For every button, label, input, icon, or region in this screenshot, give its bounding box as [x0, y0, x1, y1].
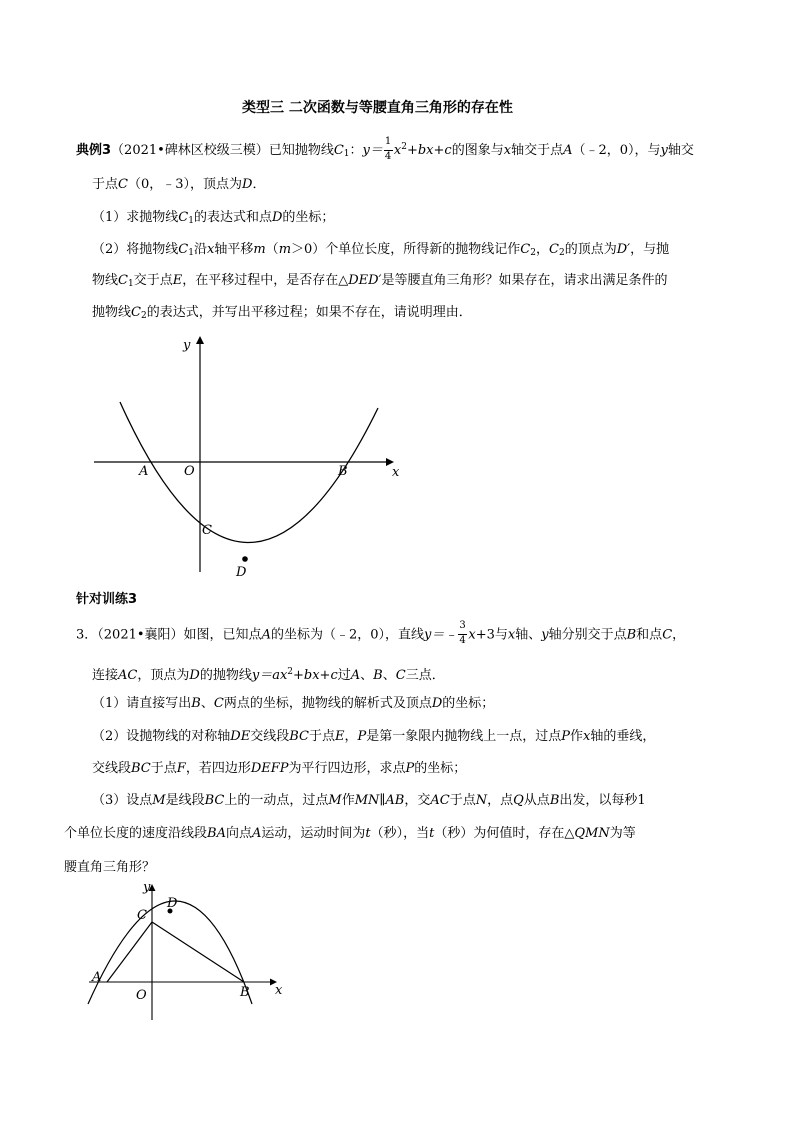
math-var: F — [176, 761, 186, 776]
math-var: QMN — [574, 826, 610, 841]
problem3-question-2-line-1 — [92, 728, 655, 746]
math-var: BC — [204, 793, 225, 808]
label-d: D — [167, 896, 178, 911]
text: 轴交 — [667, 143, 694, 158]
text: +3与 — [475, 627, 508, 643]
text: 的顶点为 — [564, 242, 617, 257]
math-var: C — [178, 210, 189, 225]
problem3-line-2 — [92, 663, 445, 685]
math-var: +bx+c — [293, 668, 338, 683]
math-var: D — [189, 668, 200, 683]
label-y: y — [143, 880, 151, 895]
math-sub: 1 — [127, 279, 134, 289]
math-var: y — [660, 143, 668, 158]
text: ， — [672, 627, 686, 643]
math-var: M — [152, 793, 166, 808]
example-source: （2021•碑林区校级三模） — [111, 143, 269, 158]
math-var: y — [251, 668, 260, 683]
math-var: E — [334, 729, 345, 744]
math-var: x — [503, 143, 512, 158]
math-var: N — [475, 793, 488, 808]
problem3-question-3-line-3: 腰直角三角形？ — [64, 860, 156, 875]
math-var: A — [350, 668, 361, 683]
math-sup: 2 — [287, 667, 294, 677]
math-var: E — [172, 273, 183, 288]
math-var: BC — [131, 761, 151, 776]
math-var: P — [561, 729, 571, 744]
math-var: C — [213, 696, 224, 711]
problem3-line-1 — [76, 620, 686, 646]
text: 、 — [200, 696, 214, 711]
text: （1）请直接写出 — [92, 696, 192, 711]
math-var: MN — [354, 793, 380, 808]
math-var: t — [365, 826, 371, 841]
fraction — [458, 620, 467, 646]
text: 的坐标； — [414, 761, 467, 776]
text: 作 — [570, 729, 584, 744]
text: 三点． — [405, 668, 445, 683]
math-var: +bx+c — [406, 143, 452, 158]
math-sub: 2 — [140, 311, 147, 321]
example-question-1 — [92, 209, 334, 230]
math-var: t — [429, 826, 435, 841]
math-var: Q — [513, 793, 524, 808]
math-var: B — [373, 668, 383, 683]
problem3-question-2-line-2 — [92, 760, 466, 778]
text: 已知抛物线 — [268, 143, 334, 158]
text: 的图象与 — [451, 143, 504, 158]
math-var: B — [549, 793, 560, 808]
fraction — [384, 135, 393, 162]
fraction-denominator: 4 — [384, 150, 392, 162]
text: 交线段 — [92, 761, 132, 776]
text: （2）设抛物线的对称轴 — [92, 729, 231, 744]
math-sub: 1 — [188, 216, 194, 226]
math-var: B — [626, 627, 637, 643]
math-var: DED′ — [348, 273, 382, 288]
text: （3）设点 — [92, 793, 153, 808]
label-x: x — [275, 983, 283, 998]
example-question-2-line-3 — [92, 304, 472, 325]
math-var: M — [328, 793, 342, 808]
math-var: DE — [230, 729, 251, 744]
text: 的坐标为（﹣2，0），直线 — [270, 627, 424, 643]
text: 和点 — [636, 627, 663, 643]
text: 的坐标； — [442, 696, 495, 711]
text: （2）将抛物线 — [92, 242, 179, 257]
text: 的坐标； — [282, 210, 335, 225]
math-var: AB — [385, 793, 405, 808]
math-var: C — [395, 668, 406, 683]
text: 轴、 — [515, 627, 542, 643]
math-var: C — [118, 273, 128, 288]
parabola-figure-2 — [85, 878, 295, 1028]
text: 两点的坐标，抛物线的解析式及顶点 — [223, 696, 432, 711]
label-o: O — [184, 464, 195, 479]
text: 沿 — [193, 242, 207, 257]
math-var: D — [242, 177, 253, 192]
math-var: x — [583, 729, 591, 744]
text: 连接 — [92, 668, 119, 683]
label-a: A — [92, 970, 102, 985]
math-var: C — [662, 627, 673, 643]
text: 是等腰直角三角形？如果存在，请求出满足条件的 — [381, 273, 668, 288]
text: （1）求抛物线 — [92, 210, 179, 225]
training-label: 针对训练3 — [76, 592, 138, 607]
example-label: 典例3 — [76, 143, 112, 158]
label-y: y — [183, 338, 191, 353]
text: 交于点 — [133, 273, 173, 288]
text: 为平行四边形，求点 — [288, 761, 406, 776]
label-b: B — [338, 464, 348, 479]
text: 于点 — [308, 729, 335, 744]
example-line-2 — [92, 176, 265, 194]
math-var: x — [206, 242, 215, 257]
text: 过 — [337, 668, 351, 683]
math-var: y＝﹣ — [424, 627, 458, 643]
text: 轴分别交于点 — [548, 627, 627, 643]
math-var: m — [253, 242, 266, 257]
text: （秒），当 — [370, 826, 430, 841]
math-var: AC — [118, 668, 138, 683]
text: 、 — [382, 668, 396, 683]
math-var: A — [251, 826, 262, 841]
text: 的表达式，并写出平移过程；如果不存在，请说明理由． — [146, 305, 472, 320]
text: 个单位长度的速度沿线段 — [64, 826, 208, 841]
page-title: 类型三 二次函数与等腰直角三角形的存在性 — [242, 100, 513, 116]
math-var: y — [541, 627, 549, 643]
text: ， — [535, 242, 549, 257]
math-var: C — [549, 242, 559, 257]
math-var: P — [357, 729, 367, 744]
text: （ — [265, 242, 279, 257]
math-var: AC — [430, 793, 450, 808]
math-sub: 1 — [188, 248, 194, 258]
text: 是线段 — [165, 793, 205, 808]
label-c: C — [202, 523, 212, 538]
text: ，在平移过程中，是否存在△ — [182, 273, 349, 288]
text: ，顶点为 — [137, 668, 190, 683]
math-var: BC — [289, 729, 309, 744]
text: ： — [349, 143, 363, 158]
math-var: C — [178, 242, 189, 257]
problem-number: 3． — [76, 627, 98, 643]
math-var: ＝ax — [259, 668, 288, 683]
math-var: B — [191, 696, 201, 711]
math-var: P — [405, 761, 415, 776]
math-var: y＝ — [362, 143, 383, 158]
math-var: D — [271, 210, 283, 225]
text: 轴的垂线， — [590, 729, 656, 744]
parabola-figure-1 — [90, 330, 410, 580]
problem3-question-3-line-2 — [64, 825, 636, 843]
problem3-question-1 — [92, 695, 494, 713]
label-d: D — [236, 565, 247, 580]
text: 于点 — [449, 793, 476, 808]
math-sub: 2 — [558, 248, 565, 258]
text: 的表达式和点 — [193, 210, 272, 225]
text: （0，﹣3），顶点为 — [127, 177, 243, 192]
label-c: C — [137, 908, 147, 923]
text: ， — [344, 729, 358, 744]
text: 运动，运动时间为 — [261, 826, 366, 841]
label-o: O — [136, 988, 147, 1003]
math-var: C — [118, 177, 128, 192]
math-var: D — [431, 696, 443, 711]
text: 出发，以每秒1 — [559, 793, 646, 808]
text: ． — [252, 177, 266, 192]
text: 作 — [341, 793, 355, 808]
text: 轴交于点 — [511, 143, 564, 158]
text: 抛物线 — [92, 305, 132, 320]
math-sub: 2 — [530, 248, 536, 258]
text: 从点 — [523, 793, 550, 808]
text: 交线段 — [250, 729, 290, 744]
text: 向点 — [225, 826, 252, 841]
text: 的抛物线 — [199, 668, 252, 683]
parabola — [88, 901, 252, 1004]
example-line-1 — [76, 135, 694, 163]
problem3-question-3-line-1 — [92, 792, 646, 810]
math-var: x — [393, 143, 402, 158]
math-var: x — [468, 627, 476, 643]
text: 为等 — [609, 826, 636, 841]
fraction-numerator: 3 — [459, 620, 466, 631]
text: （﹣2，0），与 — [572, 143, 661, 158]
math-sub: 1 — [343, 149, 350, 159]
text: 于点 — [150, 761, 177, 776]
math-var: D′ — [616, 242, 631, 257]
math-var: DEFP — [250, 761, 289, 776]
example-question-2-line-2 — [92, 272, 668, 293]
fraction-numerator: 1 — [384, 135, 392, 147]
problem-source: （2021•襄阳） — [97, 627, 184, 643]
math-var: C — [520, 242, 531, 257]
text: ，点 — [487, 793, 514, 808]
text: 如图，已知点 — [183, 627, 262, 643]
text: ，若四边形 — [185, 761, 251, 776]
text: 轴平移 — [214, 242, 254, 257]
text: （秒）为何值时，存在△ — [434, 826, 575, 841]
label-a: A — [139, 464, 149, 479]
math-var: A — [563, 143, 573, 158]
text: ＞0）个单位长度，所得新的抛物线记作 — [291, 242, 521, 257]
label-x: x — [392, 465, 400, 480]
math-var: BA — [207, 826, 226, 841]
math-var: x — [507, 627, 516, 643]
math-sup: 2 — [401, 142, 407, 152]
fraction-denominator: 4 — [459, 635, 466, 646]
text: 物线 — [92, 273, 119, 288]
vertex-d-point — [242, 556, 248, 562]
text: ，与抛 — [630, 242, 670, 257]
math-var: A — [261, 627, 271, 643]
text: 上的一动点，过点 — [224, 793, 329, 808]
text: ，交 — [404, 793, 431, 808]
example-question-2-line-1 — [92, 241, 669, 262]
text: ∥ — [379, 793, 386, 808]
math-var: C — [131, 305, 141, 320]
text: 是第一象限内抛物线上一点，过点 — [366, 729, 562, 744]
text: 、 — [360, 668, 374, 683]
label-b: B — [240, 985, 250, 1000]
math-var: C — [333, 143, 344, 158]
text: 于点 — [92, 177, 119, 192]
math-var: m — [278, 242, 292, 257]
